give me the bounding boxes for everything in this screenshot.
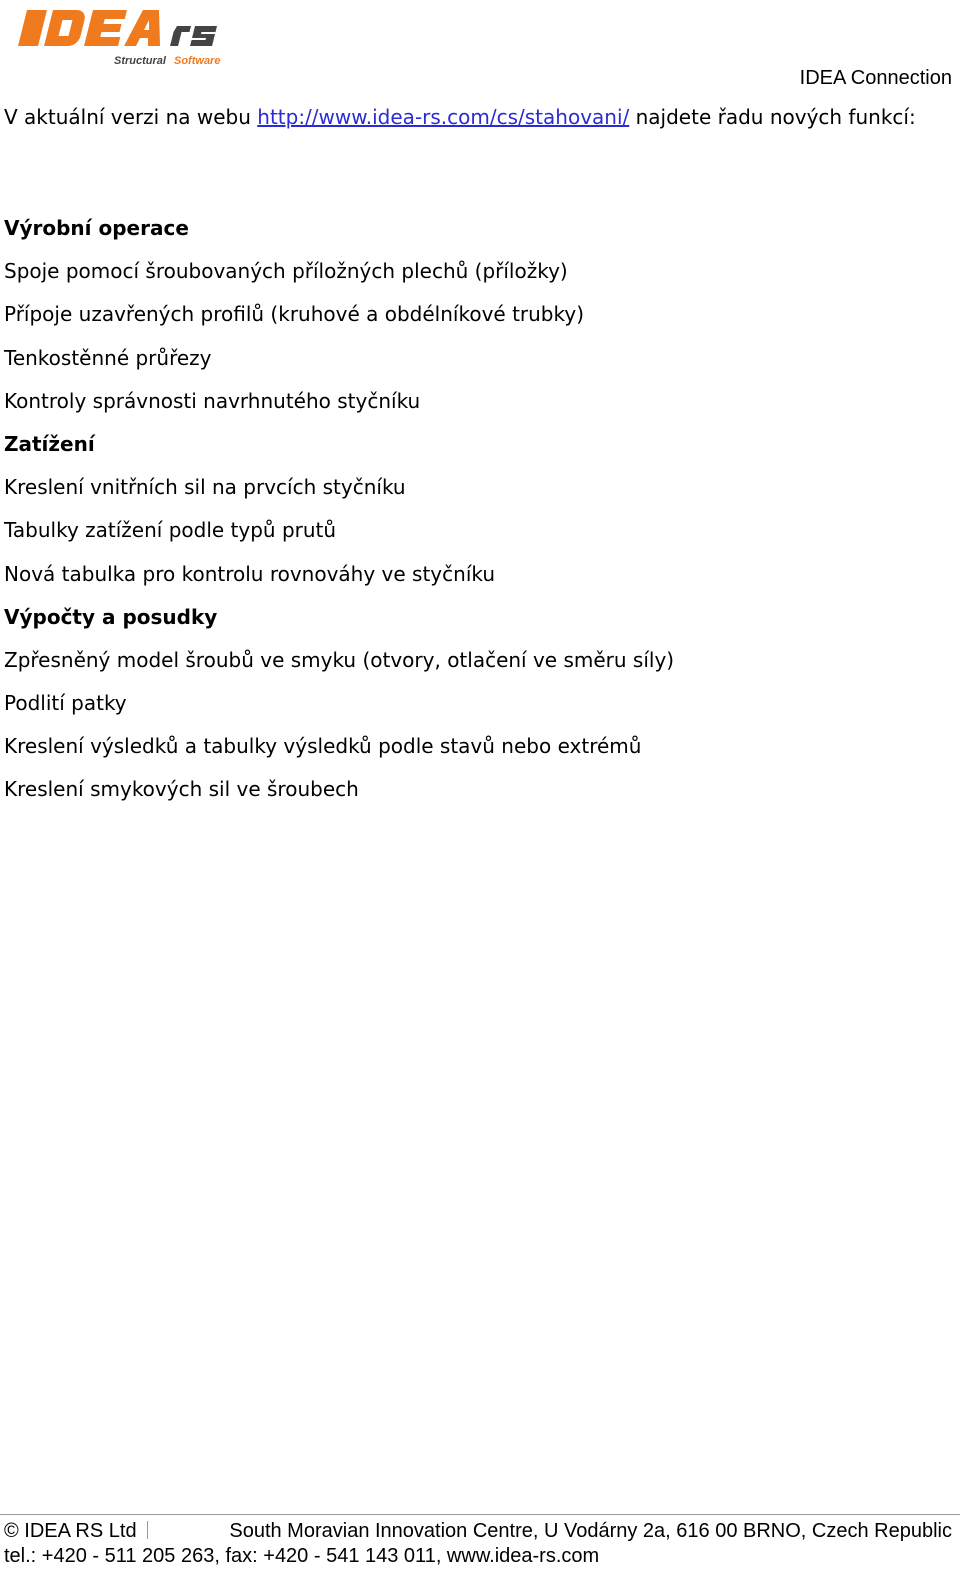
feature-item: Podlití patky <box>4 691 127 716</box>
feature-item: Přípoje uzavřených profilů (kruhové a obdélníkové trubky) <box>4 302 585 327</box>
feature-item: Kreslení smykových sil ve šroubech <box>4 777 359 802</box>
section-heading: Zatížení <box>4 431 95 456</box>
feature-item: Zpřesněný model šroubů ve smyku (otvory, otlačení ve směru síly) <box>4 647 675 672</box>
footer-separator <box>147 1521 148 1539</box>
feature-item: Kreslení vnitřních sil na prvcích styčníku <box>4 475 406 500</box>
svg-text:Structural: Structural <box>114 55 166 67</box>
feature-item: Tenkostěnné průřezy <box>4 345 212 370</box>
feature-item: Spoje pomocí šroubovaných příložných plechů (příložky) <box>4 259 568 284</box>
feature-list <box>4 213 674 818</box>
feature-item: Kontroly správnosti navrhnutého styčníku <box>4 388 421 413</box>
feature-item: Nová tabulka pro kontrolu rovnováhy ve styčníku <box>4 561 496 586</box>
intro-text-before: V aktuální verzi na webu <box>4 105 258 129</box>
intro-text-after: najdete řadu nových funkcí: <box>629 105 916 129</box>
section-heading: Výrobní operace <box>4 216 189 240</box>
intro-paragraph <box>4 102 916 132</box>
page-footer <box>0 1514 960 1569</box>
download-link[interactable]: http://www.idea-rs.com/cs/stahovani/ <box>257 105 630 129</box>
feature-item: Kreslení výsledků a tabulky výsledků podle stavů nebo extrémů <box>4 734 642 759</box>
footer-address: South Moravian Innovation Centre, U Vodárny 2a, 616 00 BRNO, Czech Republic <box>229 1520 952 1542</box>
section-heading: Výpočty a posudky <box>4 604 218 629</box>
product-name: IDEA Connection <box>799 67 952 89</box>
idea-rs-logo <box>18 6 234 70</box>
feature-item: Tabulky zatížení podle typů prutů <box>4 518 337 543</box>
svg-text:Software: Software <box>174 55 221 67</box>
footer-contact: tel.: +420 - 511 205 263, fax: +420 - 541 143 011, www.idea-rs.com <box>4 1545 600 1567</box>
footer-company: © IDEA RS Ltd <box>4 1519 158 1544</box>
